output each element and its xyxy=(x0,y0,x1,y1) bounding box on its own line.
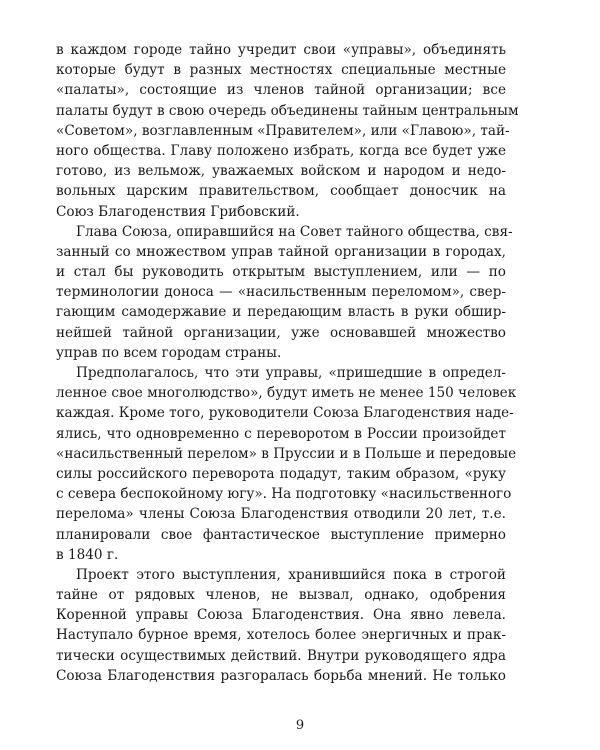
text-line: Коренной управы Союза Благоденствия. Она явно левела. xyxy=(56,607,506,624)
paragraph xyxy=(56,40,519,222)
text-line: готово, из вельмож, уважаемых войском и народом и недо- xyxy=(56,163,506,180)
text-line: ялись, что одновременно с переворотом в России произойдет xyxy=(56,425,506,442)
text-line: нейшей тайной организации, уже основавшей множество xyxy=(56,324,506,341)
text-line: «насильственный перелом» в Пруссии и в Польше и передовые xyxy=(56,445,517,462)
text-line: ленное свое многолюдство», будут иметь не менее 150 человек xyxy=(56,385,517,402)
text-line: тически осуществимых действий. Внутри руководящего ядра xyxy=(56,647,506,664)
text-line: Глава Союза, опиравшийся на Совет тайного общества, свя- xyxy=(76,223,513,240)
text-line: гающим самодержавие и передающим власть в руки обшир- xyxy=(56,304,506,321)
text-line: «Советом», возглавленным «Правителем», или «Главою», тай- xyxy=(56,122,510,139)
text-line: каждая. Кроме того, руководители Союза Благоденствия наде- xyxy=(56,405,514,422)
text-line: вольных царским правительством, сообщает доносчик на xyxy=(56,183,506,200)
text-line: Предполагалось, что эти управы, «пришедшие в определ- xyxy=(76,365,506,381)
text-line: которые будут в разных местностях специальные местные xyxy=(56,62,506,79)
paragraph xyxy=(56,363,517,565)
page-number: 9 xyxy=(295,718,305,733)
text-line: «палаты», состоящие из членов тайной организации; все xyxy=(56,82,506,99)
text-line: в 1840 г. xyxy=(56,546,119,563)
text-line: управ по всем городам страны. xyxy=(56,344,282,361)
text-line: палаты будут в свою очередь объединены тайным центральным xyxy=(56,102,519,119)
text-line: Наступало бурное время, хотелось более энергичных и прак- xyxy=(56,627,506,644)
text-line: Проект этого выступления, хранившийся пока в строгой xyxy=(76,566,506,583)
text-line: с севера беспокойному югу». На подготовку «насильственного xyxy=(56,486,512,503)
text-line: перелома» члены Союза Благоденствия отводили 20 лет, т.е. xyxy=(56,506,506,523)
paragraph xyxy=(56,222,513,363)
text-line: силы российского переворота подадут, таким образом, «руку xyxy=(56,465,506,482)
text-line: занный со множеством управ тайной организации в городах, xyxy=(56,243,506,260)
text-line: тайне от рядовых членов, не вызвал, однако, одобрения xyxy=(56,587,506,604)
text-line: Союза Благоденствия разгоралась борьба мнений. Не только xyxy=(56,667,506,684)
text-line: Союз Благоденствия Грибовский. xyxy=(56,203,300,220)
text-line: планировали свое фантастическое выступление примерно xyxy=(56,526,506,543)
text-line: и стал бы руководить открытым выступлением, или — по xyxy=(56,264,506,281)
paragraph xyxy=(56,565,506,686)
body-text xyxy=(56,40,519,686)
text-line: терминологии доноса — «насильственным переломом», свер- xyxy=(56,284,506,301)
text-line: ного общества. Главу положено избрать, когда все будет уже xyxy=(56,142,506,159)
text-line: в каждом городе тайно учредит свои «управы», объединять xyxy=(56,42,506,58)
